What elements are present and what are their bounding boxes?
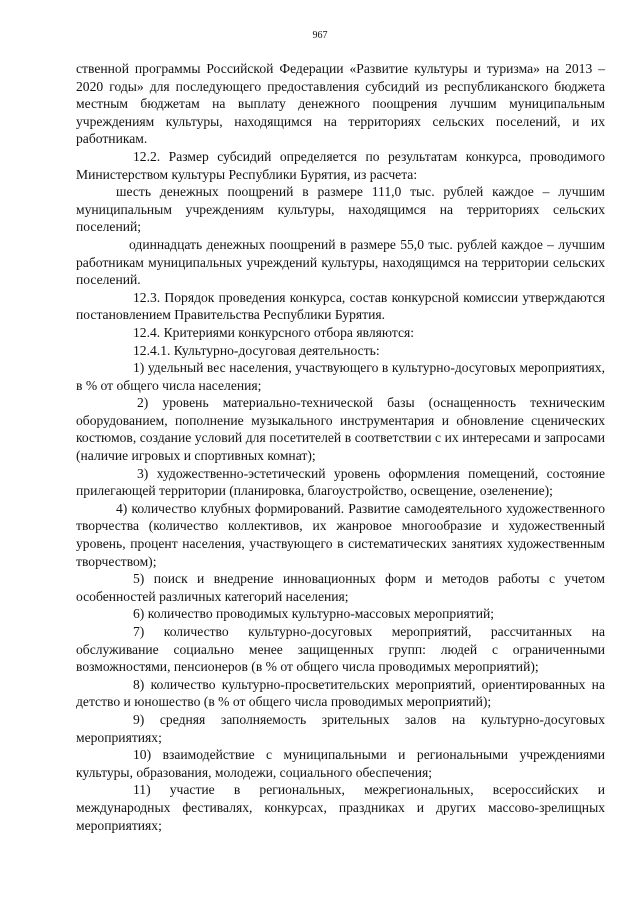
paragraph-12-4: 12.4. Критериями конкурсного отбора являются:: [133, 324, 415, 340]
criterion-7: 7) количество культурно-досуговых мероприятий, рассчитанных на обслуживание социально менее защищенных групп: людей с ограниченными возможностями, пенсионеров (в % от общего числа проводимых мероприятий);: [76, 624, 605, 675]
criterion-4: 4) количество клубных формирований. Развитие самодеятельного художественного творчества (количество коллективов, их жанровое многообразие и художественный уровень, процент населения, участвующего в систематических занятиях художественным творчеством);: [76, 500, 605, 569]
document-body: [76, 60, 605, 834]
criterion-5: 5) поиск и внедрение инновационных форм и методов работы с учетом особенностей различных категорий населения;: [76, 571, 605, 604]
criterion-9: 9) средняя заполняемость зрительных залов на культурно-досуговых мероприятиях;: [76, 711, 605, 745]
page-number: 967: [312, 30, 328, 41]
criterion-10: 10) взаимодействие с муниципальными и региональными учреждениями культуры, образования, молодежи, социального обеспечения;: [76, 747, 605, 780]
paragraph-12-3: 12.3. Порядок проведения конкурса, состав конкурсной комиссии утверждаются постановлением Правительства Республики Бурятия.: [76, 289, 605, 323]
criterion-11: 11) участие в региональных, межрегиональных, всероссийских и международных фестивалях, конкурсах, праздниках и других массово-зрелищных мероприятиях;: [76, 782, 605, 833]
criterion-1: 1) удельный вес населения, участвующего в культурно-досуговых мероприятиях, в % от общего числа населения;: [76, 360, 605, 393]
paragraph-eleven-awards: одиннадцать денежных поощрений в размере 55,0 тыс. рублей каждое – лучшим работникам муниципальных учреждений культуры, находящимся на территории сельских поселений.: [76, 236, 605, 288]
paragraph-12-4-1: 12.4.1. Культурно-досуговая деятельность:: [133, 342, 380, 358]
criterion-6: 6) количество проводимых культурно-массовых мероприятий;: [133, 606, 495, 622]
paragraph-six-awards: шесть денежных поощрений в размере 111,0 тыс. рублей каждое – лучшим муниципальным учреждениям культуры, находящимся на территориях сельских поселений;: [76, 184, 605, 235]
criterion-2: 2) уровень материально-технической базы (оснащенность техническим оборудованием, пополнение музыкального инструментария и обновление сценических костюмов, создание условий для посетителей в соответствии с их интересами и запросами (наличие игровых и спортивных комнат);: [76, 395, 605, 464]
criterion-8: 8) количество культурно-просветительских мероприятий, ориентированных на детство и юношество (в % от общего числа проводимых мероприятий);: [76, 676, 605, 710]
paragraph-continuation: ственной программы Российской Федерации «Развитие культуры и туризма» на 2013 – 2020 годы» для последующего предоставления субсидий из республиканского бюджета местным бюджетам на выплату денежного поощрения лучшим муниципальным учреждениям культуры, находящимся на территориях сельских поселений, и их работникам.: [76, 61, 605, 147]
criterion-3: 3) художественно-эстетический уровень оформления помещений, состояние прилегающей территории (планировка, благоустройство, освещение, озеленение);: [76, 465, 605, 499]
paragraph-12-2: 12.2. Размер субсидий определяется по результатам конкурса, проводимого Министерством культуры Республики Бурятия, из расчета:: [76, 148, 605, 182]
